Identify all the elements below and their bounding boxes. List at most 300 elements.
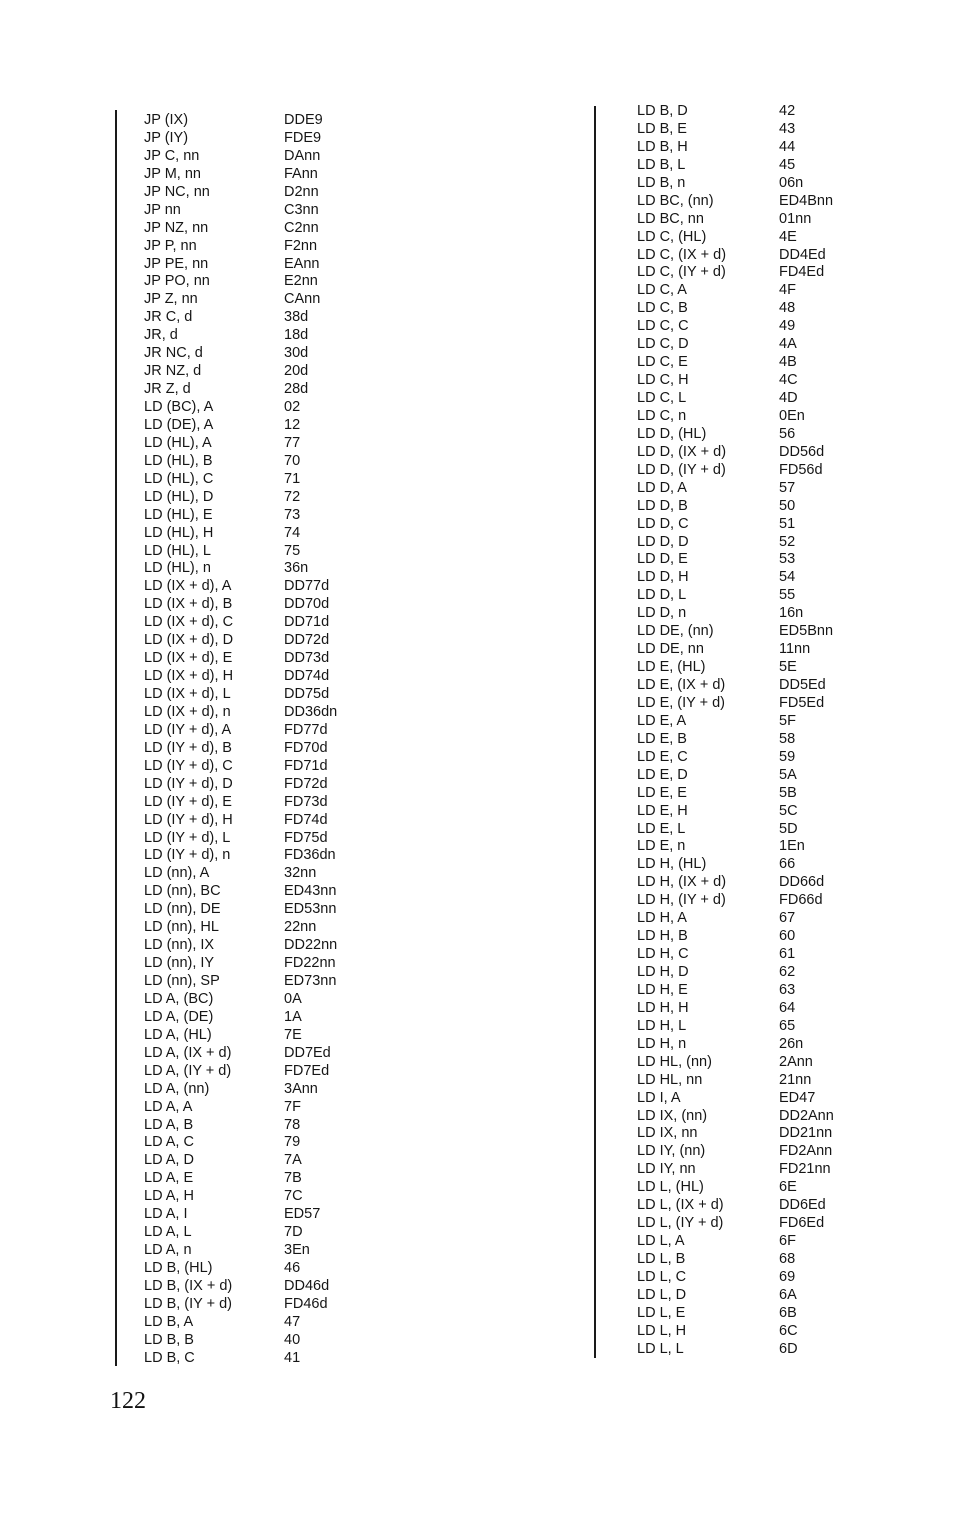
opcode: 65 (779, 1017, 796, 1034)
mnemonic: LD A, (HL) (144, 1026, 212, 1043)
instruction-row (144, 1224, 364, 1242)
mnemonic: LD A, (IY + d) (144, 1062, 232, 1079)
instruction-row (144, 1332, 364, 1350)
mnemonic: JP (IX) (144, 112, 189, 128)
opcode: 64 (779, 999, 796, 1016)
instruction-row (637, 1054, 859, 1072)
opcode: 52 (779, 533, 796, 550)
instruction-row (637, 892, 859, 910)
mnemonic: LD A, H (144, 1188, 194, 1205)
instruction-row (637, 372, 859, 390)
instruction-row (637, 462, 859, 480)
opcode: 36n (284, 560, 309, 577)
mnemonic: LD L, L (637, 1340, 684, 1357)
instruction-row (144, 614, 364, 632)
instruction-row (637, 659, 859, 677)
instruction-row (144, 399, 364, 417)
opcode: DD2Ann (779, 1107, 834, 1124)
mnemonic: LD (IY + d), A (144, 721, 232, 738)
opcode: 28d (284, 381, 309, 398)
mnemonic: LD (HL), H (144, 524, 214, 541)
mnemonic: LD (nn), BC (144, 883, 221, 900)
instruction-row (144, 202, 364, 220)
instruction-row (637, 498, 859, 516)
instruction-row (637, 1323, 859, 1341)
mnemonic: LD B, B (144, 1331, 194, 1348)
mnemonic: LD (HL), C (144, 470, 214, 487)
instruction-row (637, 103, 859, 121)
instruction-row (144, 238, 364, 256)
instruction-row (637, 1143, 859, 1161)
mnemonic: LD B, (HL) (144, 1260, 213, 1276)
mnemonic: JR, d (144, 327, 178, 344)
instruction-row (637, 1108, 859, 1126)
opcode: 21nn (779, 1071, 812, 1088)
mnemonic: LD E, A (637, 712, 687, 729)
mnemonic: JP C, nn (144, 147, 200, 164)
opcode: EAnn (284, 255, 320, 272)
opcode: 2Ann (779, 1053, 813, 1070)
opcode: DD4Ed (779, 246, 826, 263)
mnemonic: LD C, (HL) (637, 228, 707, 245)
instruction-row (144, 1063, 364, 1081)
opcode: DD66d (779, 874, 825, 891)
instruction-row (637, 928, 859, 946)
instruction-row (637, 247, 859, 265)
opcode: DD36dn (284, 703, 338, 720)
opcode: FD70d (284, 739, 328, 756)
mnemonic: LD L, C (637, 1268, 687, 1285)
opcode: DD6Ed (779, 1197, 826, 1214)
mnemonic: LD C, H (637, 372, 689, 389)
opcode: 7F (284, 1098, 301, 1115)
opcode: 75 (284, 542, 301, 559)
instruction-row (637, 551, 859, 569)
mnemonic: LD (HL), A (144, 434, 212, 451)
opcode: 18d (284, 327, 309, 344)
mnemonic: LD B, D (637, 103, 688, 119)
opcode: FD77d (284, 721, 328, 738)
instruction-row (637, 1036, 859, 1054)
opcode: 4A (779, 336, 797, 353)
mnemonic: LD (IX + d), A (144, 578, 232, 595)
mnemonic: JR NC, d (144, 345, 203, 362)
instruction-row (144, 1045, 364, 1063)
instruction-row (637, 605, 859, 623)
instruction-row (144, 166, 364, 184)
instruction-row (144, 973, 364, 991)
instruction-row (637, 121, 859, 139)
instruction-row (144, 1278, 364, 1296)
mnemonic: LD H, (HL) (637, 856, 707, 873)
instruction-row (637, 354, 859, 372)
instruction-row (144, 327, 364, 345)
instruction-row (637, 408, 859, 426)
mnemonic: LD (IX + d), E (144, 650, 233, 667)
mnemonic: JP M, nn (144, 165, 201, 182)
instruction-row (144, 184, 364, 202)
mnemonic: LD A, I (144, 1206, 188, 1223)
instruction-row (144, 632, 364, 650)
mnemonic: LD C, B (637, 300, 688, 317)
instruction-row (637, 139, 859, 157)
instruction-row (144, 489, 364, 507)
right-instruction-column (637, 103, 859, 1359)
mnemonic: JP NZ, nn (144, 219, 209, 236)
instruction-row (144, 1099, 364, 1117)
mnemonic: JR Z, d (144, 381, 191, 398)
mnemonic: LD A, D (144, 1152, 194, 1169)
mnemonic: LD (IY + d), n (144, 847, 231, 864)
mnemonic: LD D, (HL) (637, 425, 707, 442)
opcode: FD2Ann (779, 1143, 833, 1160)
opcode: DD72d (284, 632, 330, 649)
opcode: 4D (779, 390, 798, 406)
mnemonic: LD E, D (637, 766, 688, 783)
instruction-row (144, 955, 364, 973)
mnemonic: LD L, D (637, 1286, 687, 1303)
opcode: DD74d (284, 668, 330, 685)
instruction-row (144, 256, 364, 274)
instruction-row (637, 1233, 859, 1251)
instruction-row (144, 112, 364, 130)
instruction-row (144, 345, 364, 363)
mnemonic: LD E, (HL) (637, 659, 706, 676)
opcode: DD7Ed (284, 1044, 331, 1061)
mnemonic: LD L, A (637, 1233, 685, 1250)
mnemonic: LD H, A (637, 910, 687, 927)
instruction-row (144, 686, 364, 704)
mnemonic: LD D, (IX + d) (637, 443, 727, 460)
mnemonic: LD H, (IY + d) (637, 892, 726, 909)
opcode: DD21nn (779, 1125, 833, 1142)
opcode: 4F (779, 282, 796, 299)
mnemonic: LD C, (IY + d) (637, 264, 726, 281)
mnemonic: LD A, L (144, 1224, 192, 1241)
opcode: 40 (284, 1331, 301, 1348)
instruction-row (144, 1188, 364, 1206)
opcode: FD71d (284, 757, 328, 774)
opcode: E2nn (284, 273, 318, 290)
instruction-row (144, 1242, 364, 1260)
mnemonic: JR NZ, d (144, 363, 202, 380)
instruction-row (637, 856, 859, 874)
opcode: 12 (284, 416, 301, 433)
instruction-row (637, 569, 859, 587)
mnemonic: LD (IY + d), B (144, 739, 232, 756)
opcode: DD5Ed (779, 677, 826, 693)
mnemonic: LD B, (IY + d) (144, 1295, 232, 1312)
mnemonic: LD A, E (144, 1170, 194, 1187)
instruction-row (144, 776, 364, 794)
instruction-row (144, 668, 364, 686)
instruction-row (637, 1197, 859, 1215)
opcode: 1A (284, 1008, 302, 1025)
opcode: 78 (284, 1116, 301, 1133)
mnemonic: JP Z, nn (144, 291, 198, 308)
mnemonic: LD (BC), A (144, 399, 214, 415)
instruction-row (637, 1251, 859, 1269)
mnemonic: LD E, C (637, 748, 688, 765)
opcode: DD73d (284, 650, 330, 667)
mnemonic: LD D, D (637, 533, 689, 550)
mnemonic: LD C, E (637, 354, 688, 371)
opcode: 72 (284, 488, 301, 505)
opcode: FD66d (779, 892, 823, 909)
instruction-row (637, 516, 859, 534)
instruction-row (637, 193, 859, 211)
opcode: 0En (779, 407, 805, 424)
opcode: 01nn (779, 210, 812, 227)
mnemonic: LD D, E (637, 551, 688, 568)
left-instruction-column (144, 112, 364, 1368)
instruction-row (144, 865, 364, 883)
mnemonic: LD C, n (637, 407, 687, 424)
opcode: 61 (779, 946, 796, 963)
mnemonic: LD (HL), L (144, 542, 211, 559)
mnemonic: LD (IY + d), D (144, 775, 233, 792)
instruction-row (144, 1009, 364, 1027)
instruction-row (637, 1000, 859, 1018)
mnemonic: LD B, A (144, 1313, 194, 1330)
opcode: 22nn (284, 919, 317, 936)
instruction-row (144, 740, 364, 758)
mnemonic: LD C, L (637, 390, 687, 406)
mnemonic: LD L, H (637, 1322, 687, 1339)
opcode: 67 (779, 910, 796, 927)
instruction-row (637, 713, 859, 731)
mnemonic: LD B, C (144, 1349, 195, 1366)
opcode: 47 (284, 1313, 301, 1330)
opcode: FD75d (284, 829, 328, 846)
instruction-row (637, 803, 859, 821)
mnemonic: LD L, (HL) (637, 1179, 704, 1196)
mnemonic: LD L, E (637, 1304, 686, 1321)
mnemonic: LD IY, nn (637, 1161, 696, 1178)
instruction-row (144, 830, 364, 848)
mnemonic: JP P, nn (144, 237, 197, 254)
mnemonic: LD C, (IX + d) (637, 246, 727, 263)
opcode: 5C (779, 802, 798, 819)
instruction-row (637, 587, 859, 605)
mnemonic: LD IY, (nn) (637, 1143, 706, 1160)
opcode: 7C (284, 1188, 303, 1205)
mnemonic: LD (IX + d), H (144, 668, 234, 685)
mnemonic: LD B, L (637, 156, 686, 173)
opcode: FD73d (284, 793, 328, 810)
opcode: 53 (779, 551, 796, 568)
mnemonic: LD (IY + d), C (144, 757, 233, 774)
opcode: 74 (284, 524, 301, 541)
mnemonic: LD A, B (144, 1116, 194, 1133)
instruction-row (144, 1314, 364, 1332)
instruction-row (144, 1206, 364, 1224)
mnemonic: LD (HL), D (144, 488, 214, 505)
instruction-row (637, 390, 859, 408)
opcode: 6C (779, 1322, 798, 1339)
opcode: 7D (284, 1224, 303, 1241)
opcode: 62 (779, 964, 796, 980)
instruction-row (637, 264, 859, 282)
opcode: F2nn (284, 237, 318, 254)
opcode: 70 (284, 452, 301, 469)
instruction-row (144, 1296, 364, 1314)
opcode: 79 (284, 1134, 301, 1151)
mnemonic: LD DE, (nn) (637, 623, 714, 640)
instruction-row (637, 1215, 859, 1233)
opcode: 6E (779, 1179, 797, 1196)
mnemonic: LD (IX + d), L (144, 686, 231, 702)
mnemonic: LD BC, nn (637, 210, 704, 227)
mnemonic: LD C, C (637, 318, 689, 335)
mnemonic: LD HL, (nn) (637, 1053, 712, 1070)
mnemonic: JP PE, nn (144, 255, 209, 272)
opcode: 02 (284, 399, 301, 415)
mnemonic: LD L, B (637, 1251, 686, 1267)
mnemonic: LD D, (IY + d) (637, 461, 726, 478)
instruction-row (637, 874, 859, 892)
opcode: DD46d (284, 1277, 330, 1294)
opcode: 50 (779, 497, 796, 514)
opcode: DD56d (779, 443, 825, 460)
opcode: 73 (284, 506, 301, 523)
instruction-row (637, 1161, 859, 1179)
opcode: FD72d (284, 775, 328, 792)
opcode: 6D (779, 1340, 798, 1357)
instruction-row (144, 220, 364, 238)
opcode: 6A (779, 1286, 797, 1303)
opcode: FD4Ed (779, 264, 825, 281)
instruction-row (144, 937, 364, 955)
mnemonic: LD IX, nn (637, 1125, 698, 1142)
mnemonic: LD H, (IX + d) (637, 874, 727, 891)
opcode: 54 (779, 569, 796, 586)
instruction-row (637, 229, 859, 247)
mnemonic: LD H, B (637, 928, 688, 945)
instruction-row (144, 704, 364, 722)
opcode: FD5Ed (779, 694, 825, 711)
instruction-row (144, 417, 364, 435)
opcode: 41 (284, 1349, 301, 1366)
opcode: 77 (284, 434, 301, 451)
instruction-row (637, 821, 859, 839)
mnemonic: JP nn (144, 201, 181, 218)
opcode: 6B (779, 1304, 797, 1321)
opcode: 63 (779, 981, 796, 998)
opcode: ED5Bnn (779, 623, 834, 640)
instruction-row (144, 471, 364, 489)
mnemonic: LD BC, (nn) (637, 192, 714, 209)
instruction-row (144, 812, 364, 830)
mnemonic: LD (HL), n (144, 560, 211, 577)
opcode: C2nn (284, 219, 319, 236)
opcode: 06n (779, 174, 804, 191)
opcode: 32nn (284, 865, 317, 882)
opcode: C3nn (284, 201, 319, 218)
mnemonic: JR C, d (144, 309, 193, 326)
instruction-row (637, 480, 859, 498)
opcode: 59 (779, 748, 796, 765)
instruction-row (144, 650, 364, 668)
instruction-row (144, 1117, 364, 1135)
mnemonic: LD HL, nn (637, 1071, 703, 1088)
mnemonic: LD (HL), E (144, 506, 213, 523)
instruction-row (144, 901, 364, 919)
mnemonic: LD (IY + d), H (144, 811, 233, 828)
mnemonic: LD H, L (637, 1017, 687, 1034)
instruction-row (144, 453, 364, 471)
opcode: 58 (779, 730, 796, 747)
opcode: 69 (779, 1268, 796, 1285)
mnemonic: LD L, (IY + d) (637, 1215, 724, 1232)
opcode: 48 (779, 300, 796, 317)
opcode: D2nn (284, 183, 319, 200)
instruction-row (637, 1287, 859, 1305)
instruction-row (637, 1341, 859, 1359)
opcode: 49 (779, 318, 796, 335)
opcode: FD36dn (284, 847, 336, 864)
mnemonic: LD (IY + d), E (144, 793, 232, 810)
opcode: 16n (779, 605, 804, 622)
instruction-row (637, 157, 859, 175)
instruction-row (637, 336, 859, 354)
mnemonic: LD H, E (637, 981, 688, 998)
opcode: 30d (284, 345, 309, 362)
mnemonic: JP NC, nn (144, 183, 210, 200)
opcode: 5F (779, 712, 796, 729)
opcode: 42 (779, 103, 796, 119)
mnemonic: LD B, (IX + d) (144, 1277, 233, 1294)
instruction-row (637, 910, 859, 928)
opcode: 3Ann (284, 1080, 318, 1097)
mnemonic: LD (nn), DE (144, 901, 221, 918)
instruction-row (144, 148, 364, 166)
opcode: 4E (779, 228, 797, 245)
opcode: 56 (779, 425, 796, 442)
mnemonic: LD D, A (637, 479, 687, 496)
mnemonic: LD E, B (637, 730, 687, 747)
mnemonic: LD E, H (637, 802, 688, 819)
instruction-row (637, 300, 859, 318)
opcode: FD6Ed (779, 1215, 825, 1232)
opcode: 43 (779, 120, 796, 137)
instruction-row (144, 578, 364, 596)
instruction-row (144, 758, 364, 776)
opcode: 26n (779, 1035, 804, 1052)
opcode: 44 (779, 138, 796, 155)
opcode: DAnn (284, 147, 321, 164)
opcode: DD70d (284, 596, 330, 613)
mnemonic: LD C, A (637, 282, 687, 299)
opcode: ED43nn (284, 883, 337, 900)
mnemonic: LD D, L (637, 587, 687, 604)
mnemonic: LD A, (BC) (144, 990, 214, 1007)
left-column-rule (115, 110, 117, 1366)
mnemonic: LD E, (IY + d) (637, 694, 725, 711)
instruction-row (144, 883, 364, 901)
mnemonic: LD DE, nn (637, 641, 704, 658)
opcode: 57 (779, 479, 796, 496)
mnemonic: LD H, D (637, 964, 689, 980)
mnemonic: LD (HL), B (144, 452, 213, 469)
instruction-row (637, 282, 859, 300)
instruction-row (637, 1090, 859, 1108)
opcode: 1En (779, 838, 805, 855)
mnemonic: LD L, (IX + d) (637, 1197, 724, 1214)
opcode: ED4Bnn (779, 192, 834, 209)
instruction-row (637, 175, 859, 193)
opcode: DD22nn (284, 937, 338, 954)
